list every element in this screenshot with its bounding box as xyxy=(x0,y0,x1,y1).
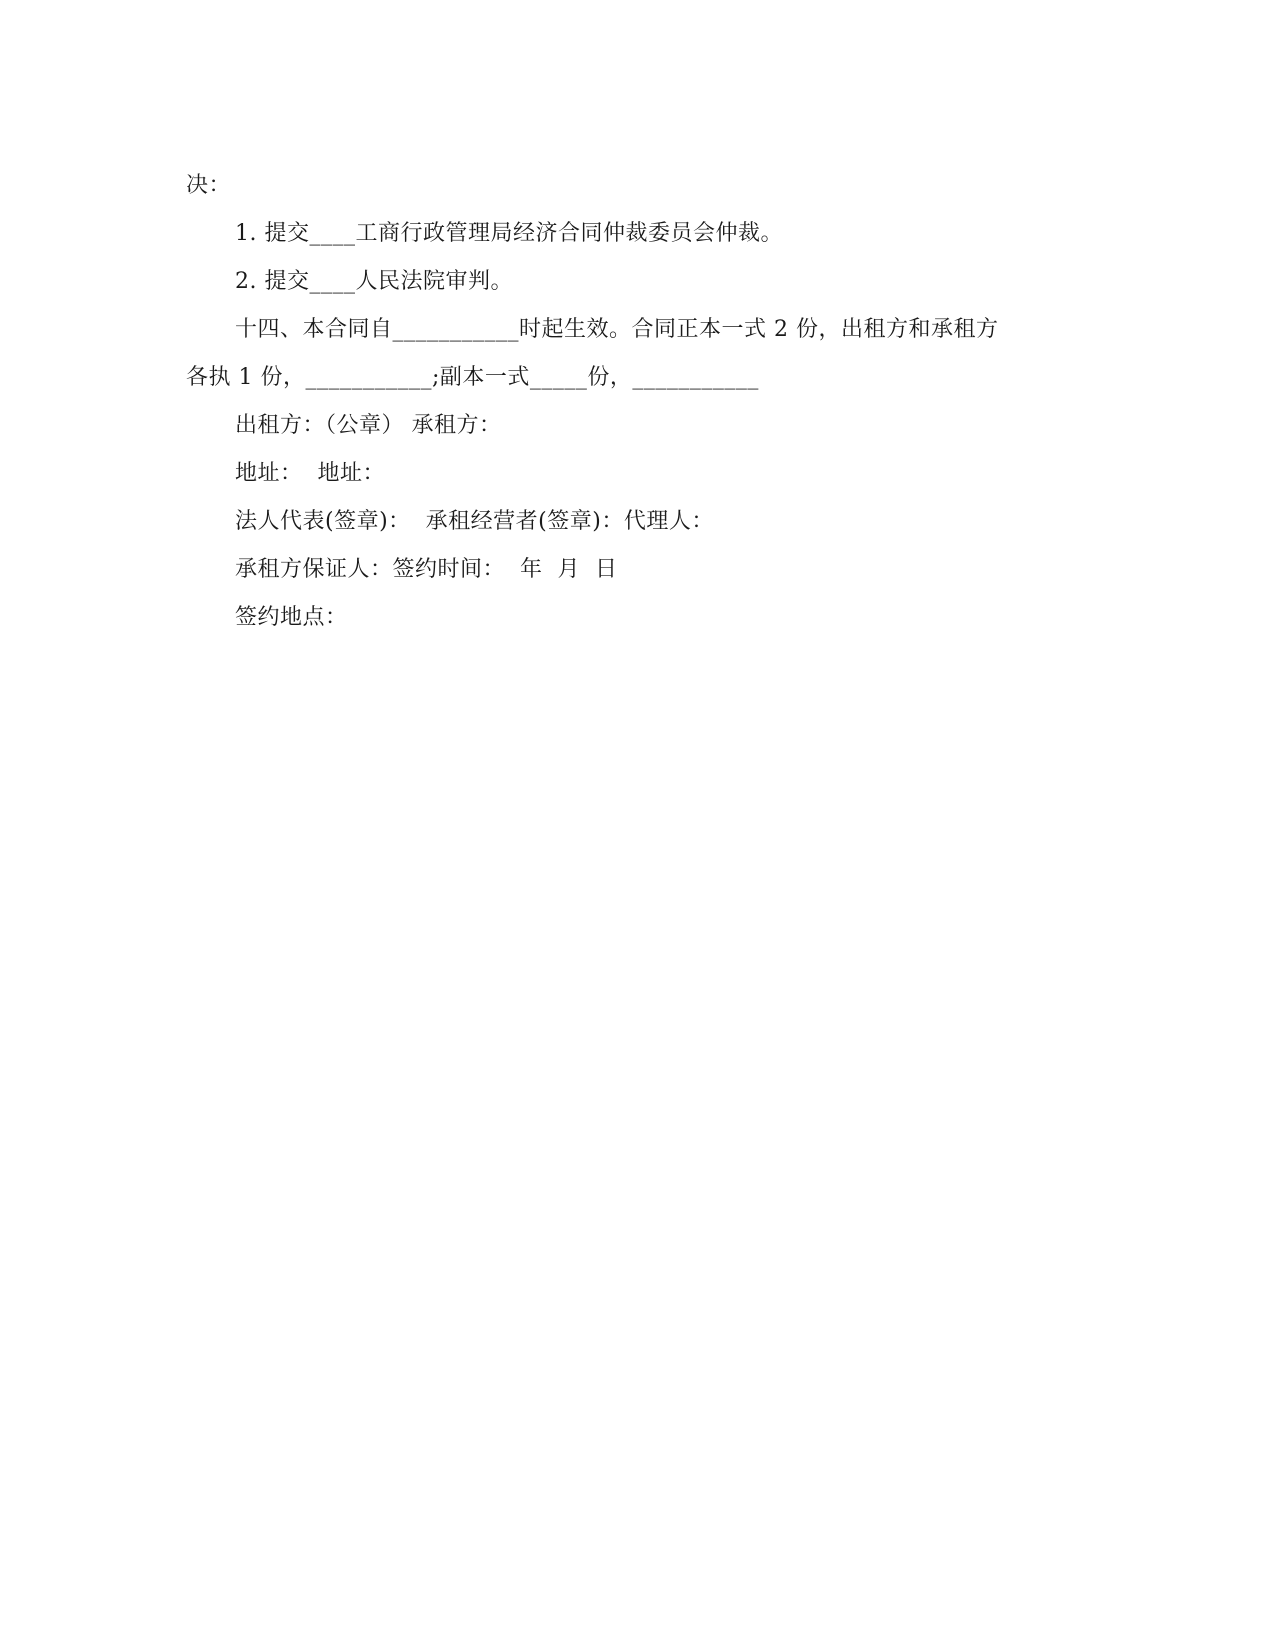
document-body xyxy=(186,162,1086,642)
text-line-copies: 各执 1 份，___________;副本一式_____份，___________ xyxy=(186,365,759,390)
text-line-address: 地址： 地址： xyxy=(235,461,385,486)
text-line-court-option: 2. 提交____人民法院审判。 xyxy=(235,269,513,294)
text-line-representatives: 法人代表(签章)： 承租经营者(签章)：代理人： xyxy=(235,509,714,534)
text-line-continuation: 决： xyxy=(186,173,232,198)
text-line-guarantor-date: 承租方保证人：签约时间： 年 月 日 xyxy=(235,557,618,582)
text-line-signing-place: 签约地点： xyxy=(235,605,348,630)
text-line-clause-fourteen: 十四、本合同自___________时起生效。合同正本一式 2 份，出租方和承租方 xyxy=(235,317,999,342)
text-line-lessor-lessee: 出租方：（公章） 承租方： xyxy=(235,413,502,438)
text-line-arbitration-option: 1. 提交____工商行政管理局经济合同仲裁委员会仲裁。 xyxy=(235,221,783,246)
